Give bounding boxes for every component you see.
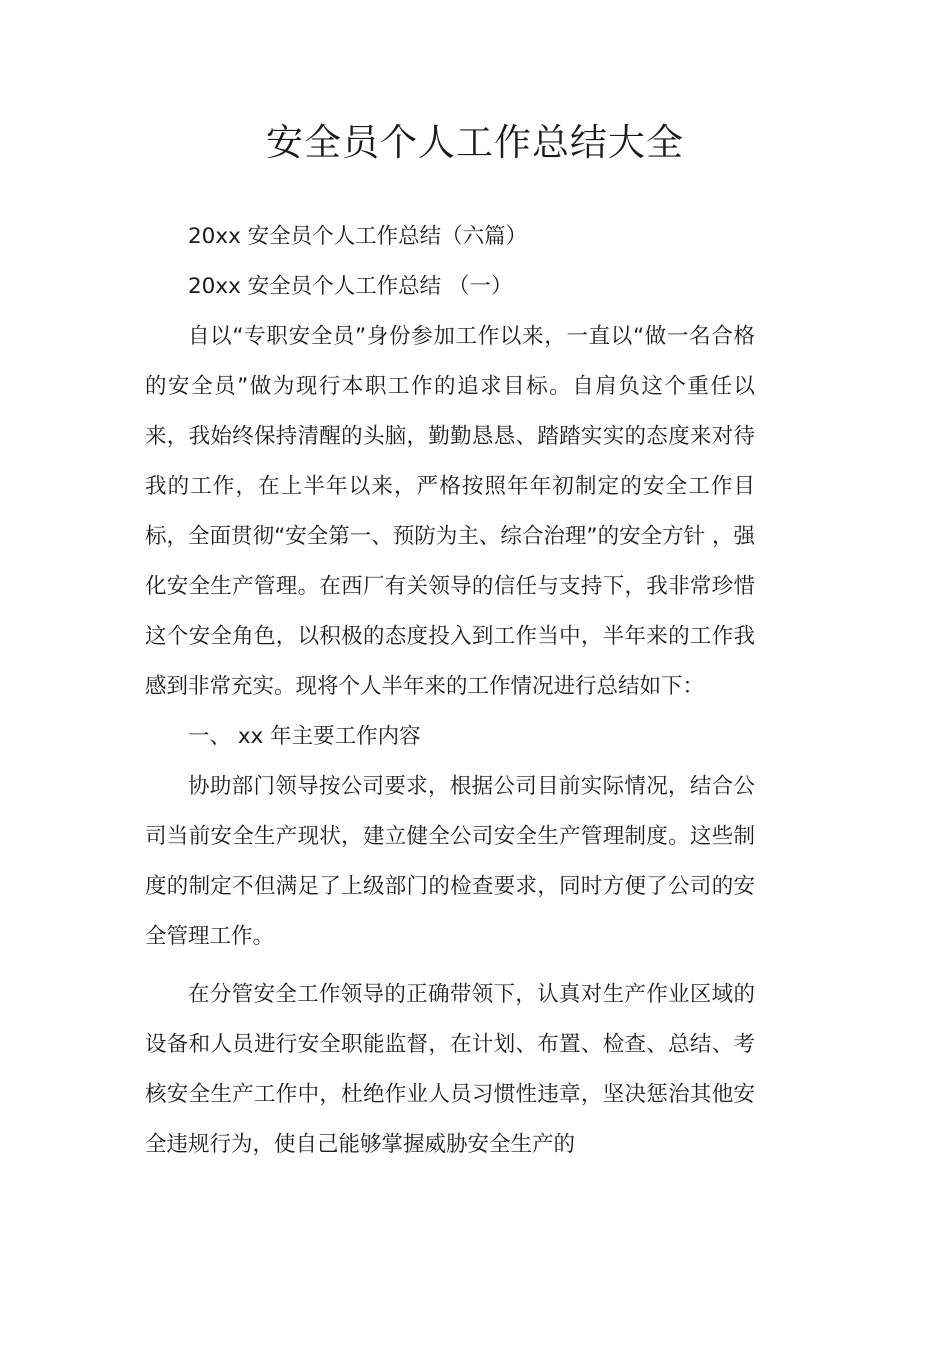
paragraph-supervision: 在分管安全工作领导的正确带领下，认真对生产作业区域的设备和人员进行安全职能监督，在计划、布置、检查、总结、考核安全生产工作中，杜绝作业人员习惯性违章，坚决惩治其他安全违规行为，使自己能够掌握威胁安全生产的 [145,982,755,1157]
paragraph-intro: 自以“专职安全员”身份参加工作以来，一直以“做一名合格的安全员”做为现行本职工作的追求目标。自肩负这个重任以来，我始终保持清醒的头脑，勤勤恳恳、踏踏实实的态度来对待我的工作，在上半年以来，严格按照年年初制定的安全工作目标，全面贯彻“安全第一、预防为主、综合治理”的安全方针 ，强化安全生产管理。在西厂有关领导的信任与支持下，我非常珍惜这个安全角色，以积极的态度投入到工作当中，半年来的工作我感到非常充实。现将个人半年来的工作情况进行总结如下： [145,324,755,699]
paragraph-management-system: 协助部门领导按公司要求，根据公司目前实际情况，结合公司当前安全生产现状，建立健全公司安全生产管理制度。这些制度的制定不但满足了上级部门的检查要求，同时方便了公司的安全管理工作。 [145,774,755,949]
document-title: 安全员个人工作总结大全 [266,121,684,164]
paragraph-subtitle: 20xx 安全员个人工作总结（六篇） [188,224,528,249]
paragraph-heading-main-work: 一、 xx 年主要工作内容 [188,724,421,749]
document-body [145,212,755,1170]
paragraph-section-heading: 20xx 安全员个人工作总结 （一） [188,274,513,299]
